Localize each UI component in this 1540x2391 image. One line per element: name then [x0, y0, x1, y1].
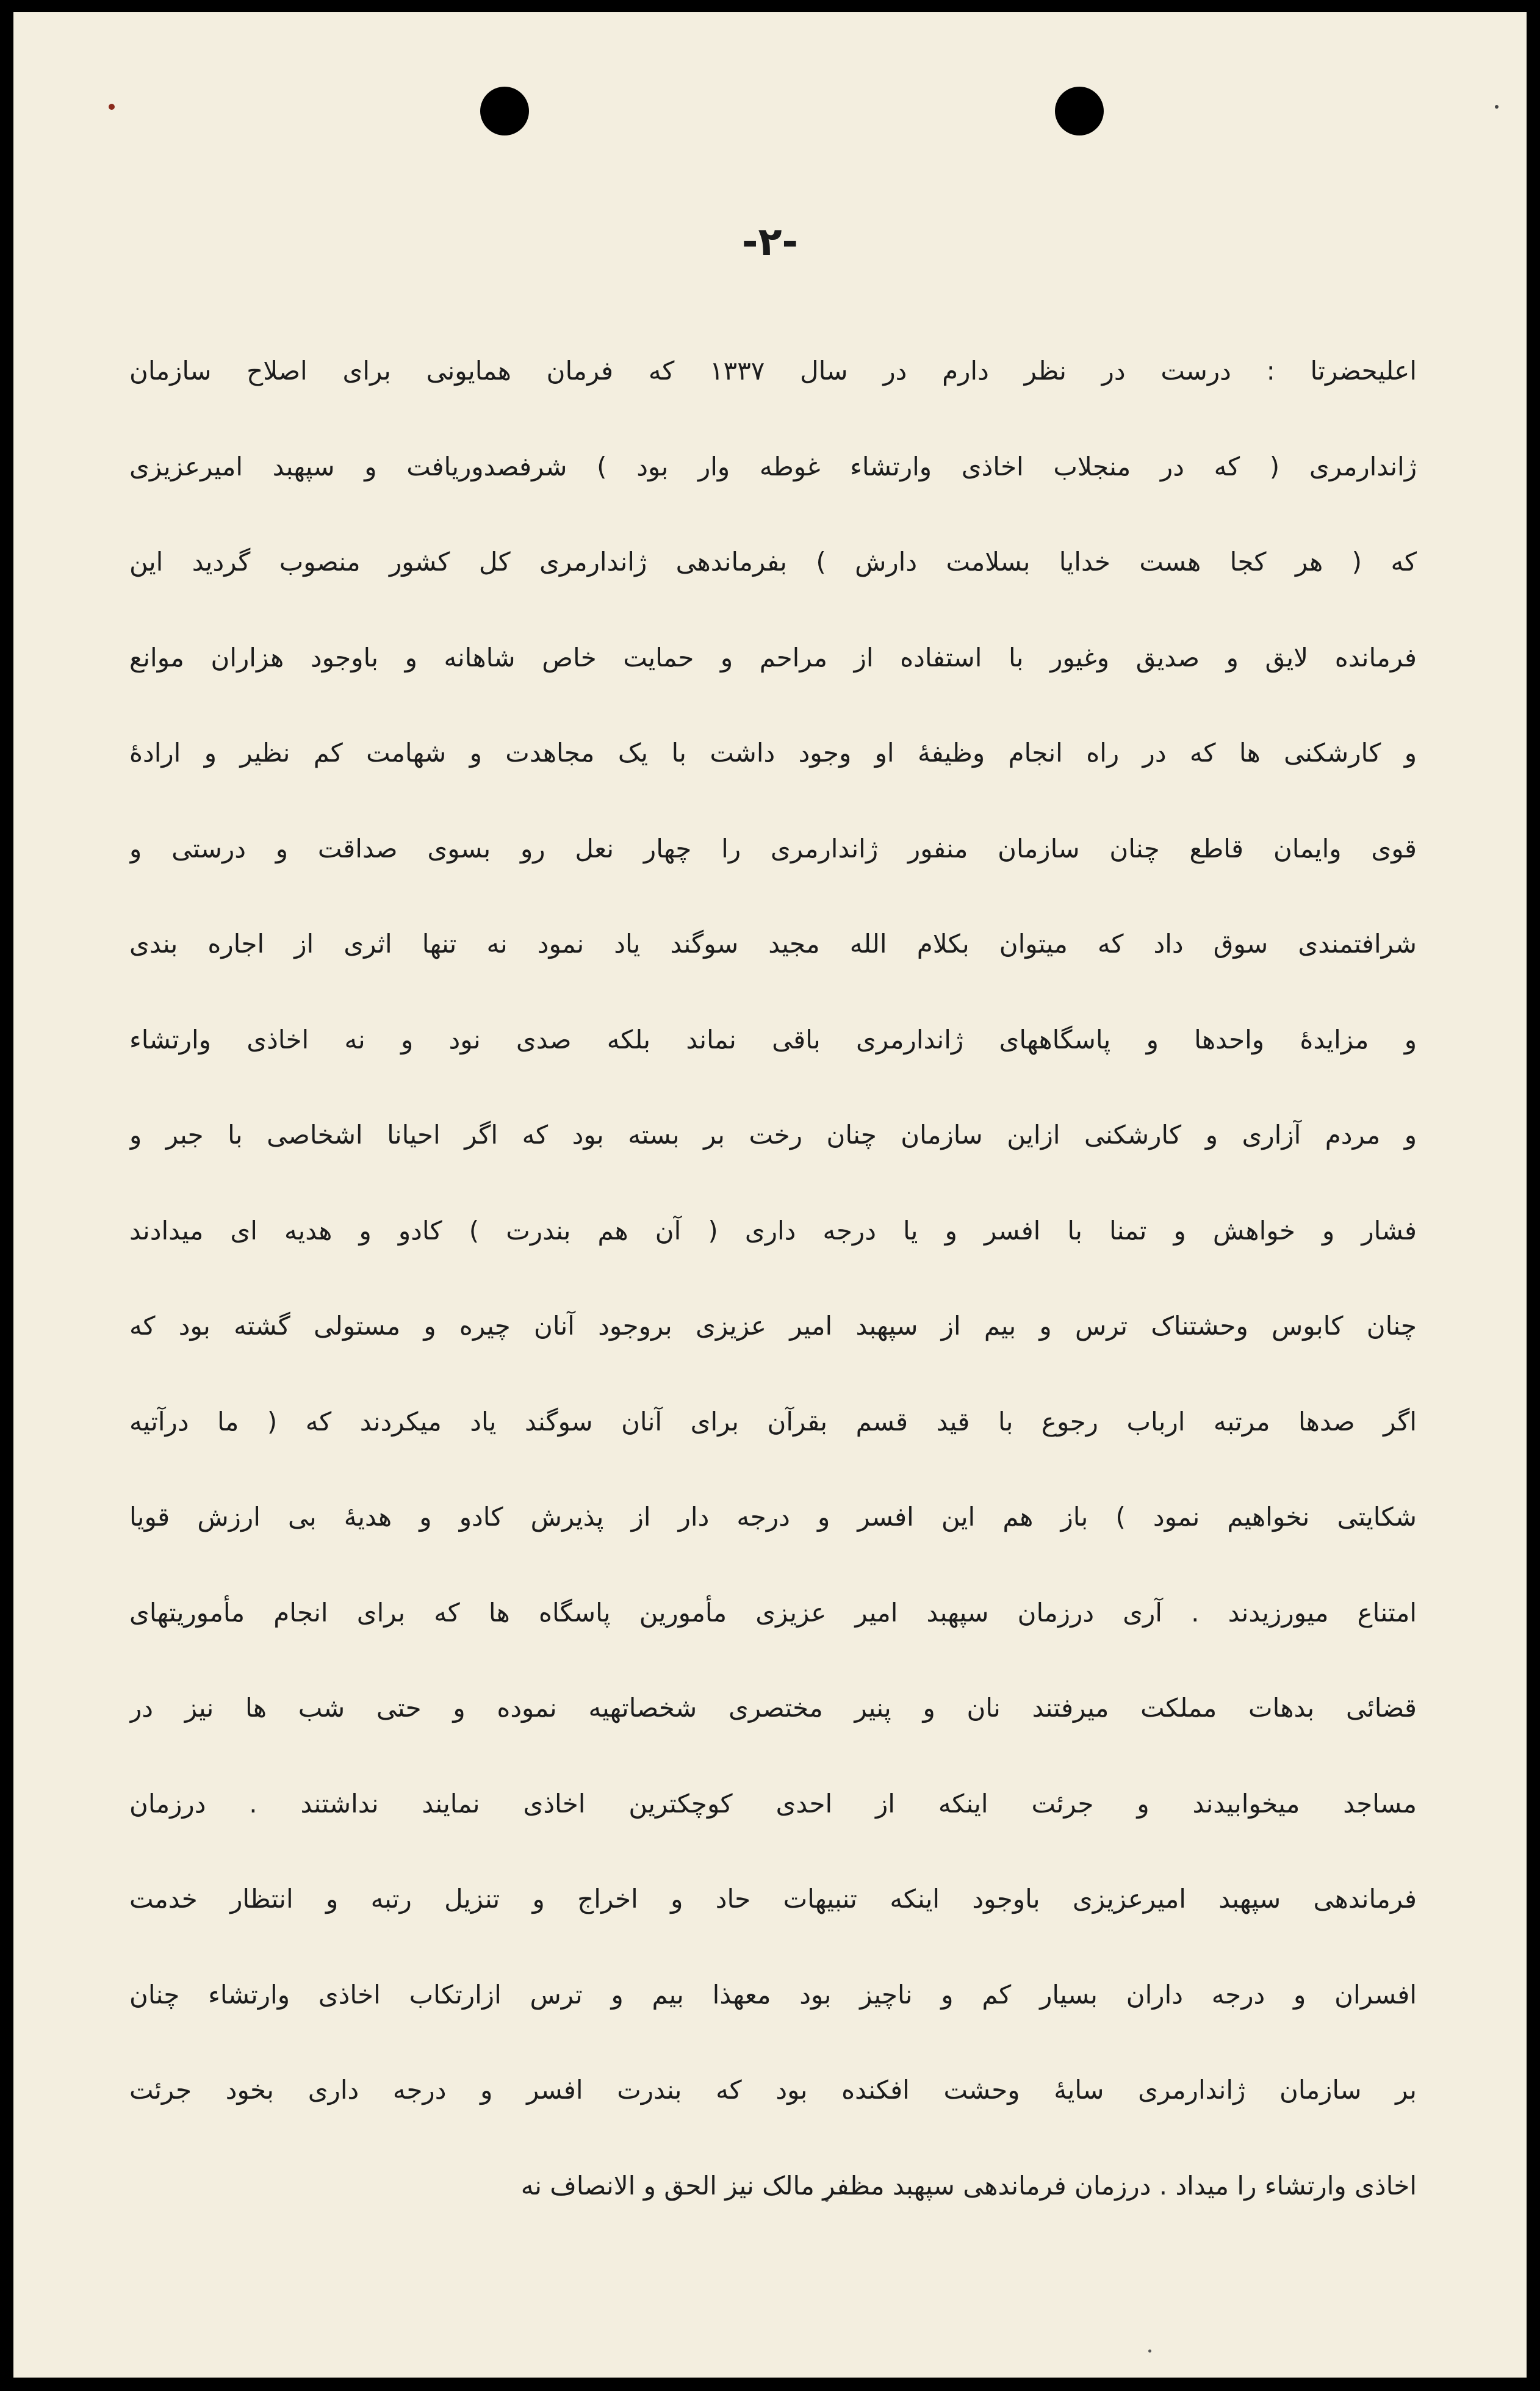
text-line: افسران و درجه داران بسیار کم و ناچیز بود معهذا بیم و ترس ازارتکاب اخاذی وارتشاء چنان	[129, 1979, 1417, 2010]
text-line: فرمانده لایق و صدیق وغیور با استفاده از مراحم و حمایت خاص شاهانه و باوجود هزاران موانع	[129, 642, 1417, 673]
body-text	[129, 323, 1417, 2234]
text-line: مساجد میخوابیدند و جرئت اینکه از احدی کوچکترین اخاذی نمایند نداشتند . درزمان	[129, 1788, 1417, 1819]
text-line: اعلیحضرتا : درست در نظر دارم در سال ١٣٣٧ که فرمان همایونی برای اصلاح سازمان	[129, 356, 1417, 386]
punch-hole-left	[480, 87, 529, 135]
text-line: و مزایدهٔ واحدها و پاسگاههای ژاندارمری باقی نماند بلکه صدی نود و نه اخاذی وارتشاء	[129, 1024, 1417, 1055]
text-line: اگر صدها مرتبه ارباب رجوع با قید قسم بقرآن برای آنان سوگند یاد میکردند که ( ما درآتیه	[129, 1406, 1417, 1437]
punch-hole-right	[1055, 87, 1104, 135]
text-line: چنان کابوس وحشتناک ترس و بیم از سپهبد امیر عزیزی بروجود آنان چیره و مستولی گشته بود که	[129, 1311, 1417, 1341]
text-line: بر سازمان ژاندارمری سایهٔ وحشت افکنده بود که بندرت افسر و درجه داری بخود جرئت	[129, 2075, 1417, 2105]
page-number: -٢-	[741, 220, 799, 265]
text-line: فشار و خواهش و تمنا با افسر و یا درجه داری ( آن هم بندرت ) کادو و هدیه ای میدادند	[129, 1215, 1417, 1246]
ink-speck	[1148, 2350, 1151, 2353]
text-line: شرافتمندی سوق داد که میتوان بکلام الله مجید سوگند یاد نمود نه تنها اثری از اجاره بندی	[129, 929, 1417, 959]
text-line: اخاذی وارتشاء را میداد . درزمان فرماندهی سپهبد مظفر مالک نیز الحق و الانصاف نه	[520, 2170, 1417, 2201]
text-line: و کارشکنی ها که در راه انجام وظیفهٔ او وجود داشت با یک مجاهدت و شهامت کم نظیر و ارادهٔ	[129, 738, 1417, 768]
text-line: و مردم آزاری و کارشکنی ازاین سازمان چنان رخت بر بسته بود که اگر احیانا اشخاصی با جبر و	[129, 1120, 1417, 1150]
text-line: قوی وایمان قاطع چنان سازمان منفور ژاندارمری را چهار نعل رو بسوی صداقت و درستی و	[129, 833, 1417, 864]
ink-speck	[1495, 105, 1499, 109]
text-line: که ( هر کجا هست خدایا بسلامت دارش ) بفرماندهی ژاندارمری کل کشور منصوب گردید این	[129, 547, 1417, 577]
ink-speck	[109, 104, 115, 110]
document-page	[13, 12, 1527, 2378]
text-line: قضائی بدهات مملکت میرفتند نان و پنیر مختصری شخصاتهیه نموده و حتی شب ها نیز در	[129, 1693, 1417, 1723]
text-line: فرماندهی سپهبد امیرعزیزی باوجود اینکه تنبیهات حاد و اخراج و تنزیل رتبه و انتظار خدمت	[129, 1884, 1417, 1914]
text-line: ژاندارمری ( که در منجلاب اخاذی وارتشاء غوطه وار بود ) شرفصدوریافت و سپهبد امیرعزیزی	[129, 451, 1417, 481]
text-line: امتناع میورزیدند . آری درزمان سپهبد امیر عزیزی مأمورین پاسگاه ها که برای انجام مأموریتهای	[129, 1597, 1417, 1628]
text-line: شکایتی نخواهیم نمود ) باز هم این افسر و درجه دار از پذیرش کادو و هدیهٔ بی ارزش قویا	[129, 1502, 1417, 1532]
